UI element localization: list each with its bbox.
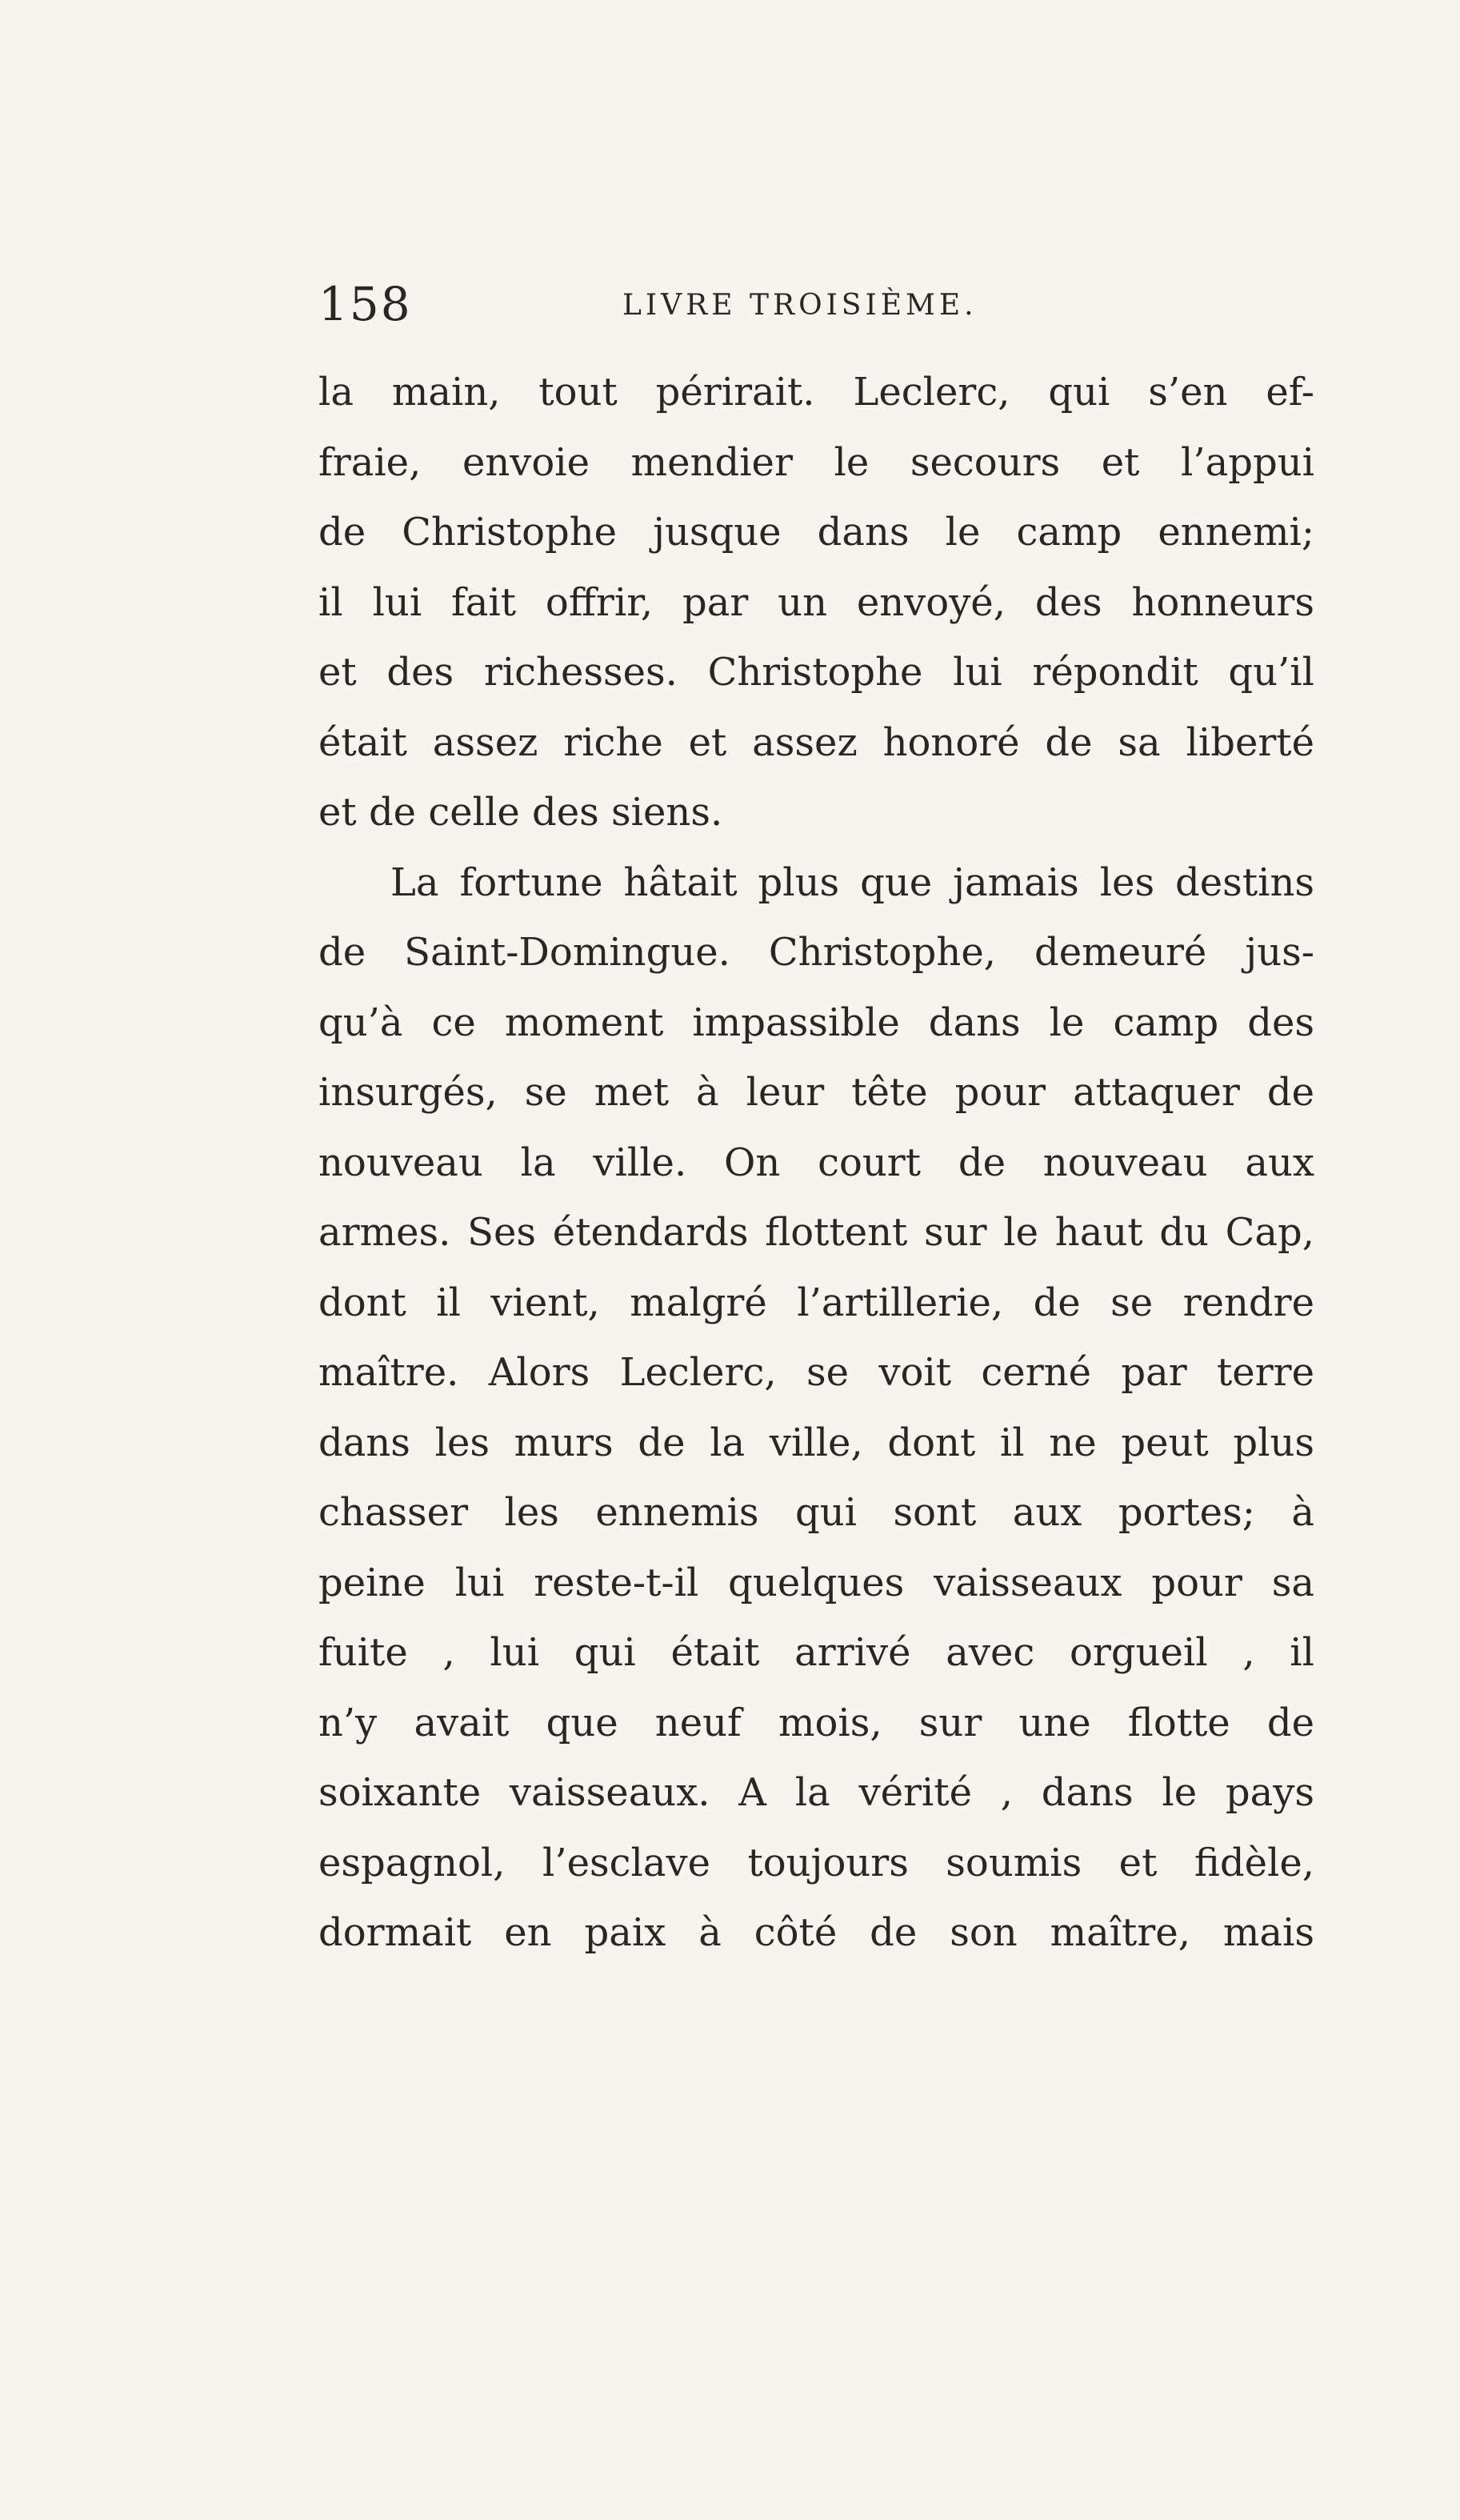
- text-line: dormait en paix à côté de son maître, mais: [318, 1910, 1314, 1955]
- running-title: LIVRE TROISIÈME.: [622, 289, 978, 322]
- text-line: La fortune hâtait plus que jamais les destins: [390, 859, 1314, 905]
- text-line: fuite , lui qui était arrivé avec orgueil , il: [318, 1630, 1314, 1675]
- text-line: peine lui reste-t-il quelques vaisseaux pour sa: [318, 1560, 1314, 1605]
- text-line: il lui fait offrir, par un envoyé, des honneurs: [318, 579, 1314, 625]
- text-line: et des richesses. Christophe lui répondit qu’il: [318, 650, 1314, 695]
- text-line: dans les murs de la ville, dont il ne peut plus: [318, 1420, 1314, 1465]
- text-line: dont il vient, malgré l’artillerie, de se rendre: [318, 1280, 1314, 1325]
- text-line: était assez riche et assez honoré de sa liberté: [318, 719, 1314, 765]
- text-line: insurgés, se met à leur tête pour attaquer de: [318, 1070, 1314, 1115]
- text-line: nouveau la ville. On court de nouveau aux: [318, 1140, 1314, 1185]
- text-line: qu’à ce moment impassible dans le camp des: [318, 1000, 1314, 1045]
- text-line: espagnol, l’esclave toujours soumis et fidèle,: [318, 1840, 1314, 1885]
- text-line: de Saint-Domingue. Christophe, demeuré jus-: [318, 930, 1314, 975]
- text-line: de Christophe jusque dans le camp ennemi;: [318, 510, 1314, 555]
- text-line: chasser les ennemis qui sont aux portes; à: [318, 1490, 1314, 1535]
- page-number: 158: [318, 277, 412, 331]
- running-head: [318, 276, 1278, 332]
- body-text: [318, 358, 1314, 1969]
- text-line: maître. Alors Leclerc, se voit cerné par terre: [318, 1350, 1314, 1395]
- text-line: et de celle des siens.: [318, 790, 723, 835]
- text-line: n’y avait que neuf mois, sur une flotte de: [318, 1700, 1314, 1745]
- text-line: fraie, envoie mendier le secours et l’appui: [318, 439, 1314, 485]
- text-line: soixante vaisseaux. A la vérité , dans le pays: [318, 1770, 1314, 1815]
- text-line: la main, tout périrait. Leclerc, qui s’en ef-: [318, 370, 1314, 415]
- text-line: armes. Ses étendards flottent sur le haut du Cap,: [318, 1210, 1314, 1255]
